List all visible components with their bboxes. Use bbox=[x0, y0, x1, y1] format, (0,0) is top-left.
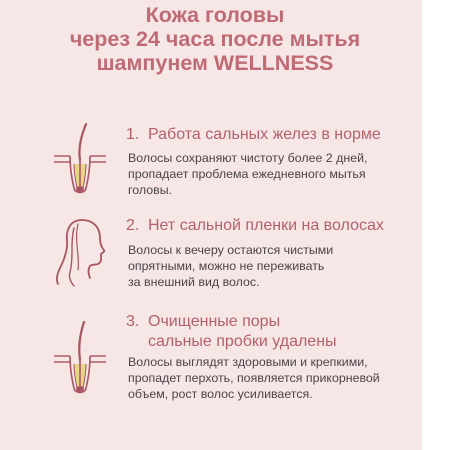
hair-follicle-icon bbox=[50, 120, 110, 198]
item-3-heading-line-2: сальные пробки удалены bbox=[148, 333, 337, 350]
item-3-body-line-3: объем, рост волос усиливается. bbox=[128, 387, 313, 401]
item-3-body-line-1: Волосы выглядят здоровыми и крепкими, bbox=[128, 355, 368, 369]
item-1-number: 1. bbox=[126, 126, 140, 143]
item-3-number: 3. bbox=[126, 313, 140, 330]
item-1-body-line-3: головы. bbox=[128, 183, 173, 197]
item-1-body-line-1: Волосы сохраняют чистоту более 2 дней, bbox=[128, 151, 368, 165]
woman-profile-icon bbox=[52, 214, 114, 288]
page-title bbox=[50, 3, 380, 75]
item-1-heading-line-1: Работа сальных желез в норме bbox=[148, 126, 381, 143]
title-line-3: шампунем WELLNESS bbox=[96, 51, 334, 75]
item-3-heading-line-1 bbox=[126, 313, 280, 330]
item-3-body bbox=[128, 354, 380, 402]
item-2-heading bbox=[126, 216, 384, 236]
title-line-1: Кожа головы bbox=[145, 3, 285, 27]
right-margin-strip bbox=[422, 0, 450, 450]
item-1-body bbox=[128, 150, 367, 198]
title-line-2: через 24 часа после мытья bbox=[69, 27, 361, 51]
item-3-heading bbox=[126, 312, 337, 352]
item-2-body-line-2: опрятными, можно не переживать bbox=[128, 259, 325, 273]
item-3-heading-text-1: Очищенные поры bbox=[148, 313, 281, 330]
item-2-body bbox=[128, 242, 333, 290]
item-1-body-line-2: пропадает проблема ежедневного мытья bbox=[128, 167, 366, 181]
item-1-heading bbox=[126, 125, 381, 145]
item-2-heading-line-1: Нет сальной пленки на волосах bbox=[148, 217, 384, 234]
hair-follicle-icon bbox=[50, 318, 110, 400]
item-2-number: 2. bbox=[126, 217, 140, 234]
item-2-body-line-1: Волосы к вечеру остаются чистыми bbox=[128, 243, 334, 257]
item-2-body-line-3: за внешний вид волос. bbox=[128, 275, 260, 289]
item-3-body-line-2: пропадет перхоть, появляется прикорневой bbox=[128, 371, 380, 385]
